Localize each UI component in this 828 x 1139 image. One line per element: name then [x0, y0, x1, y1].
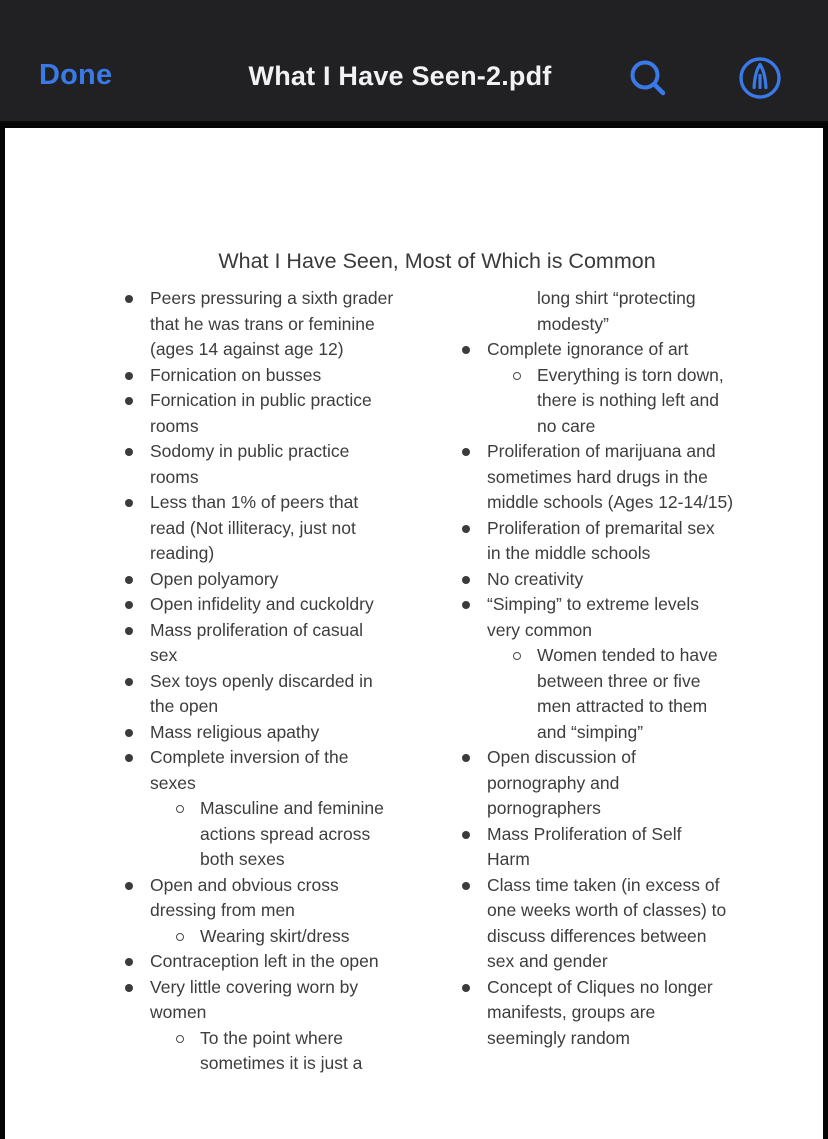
- bullet-icon: [125, 754, 133, 762]
- bullet-icon: [125, 627, 133, 635]
- list-item-line: both sexes: [200, 849, 285, 869]
- bullet-icon: [462, 448, 470, 456]
- list-item-line: Open infidelity and cuckoldry: [150, 594, 374, 614]
- list-item-line: read (Not illiteracy, just not: [150, 517, 356, 538]
- list-item-line: Complete ignorance of art: [487, 339, 689, 359]
- bullet-icon: [125, 576, 133, 584]
- list-item: [171, 1026, 421, 1077]
- bullet-icon: [125, 601, 133, 609]
- sub-bullet-icon: [176, 933, 184, 941]
- list-item-line: Complete inversion of the: [150, 747, 349, 767]
- list-item-line: Mass religious apathy: [150, 721, 320, 742]
- list-item-line: pornographers: [487, 798, 601, 818]
- list-item-line: Mass Proliferation of Self: [487, 823, 682, 844]
- list-item-line: Proliferation of premarital sex: [487, 517, 715, 538]
- list-item: [121, 873, 421, 924]
- list-item-line: Peers pressuring a sixth grader: [150, 288, 394, 308]
- list-item: [508, 643, 758, 745]
- list-item: [458, 337, 758, 363]
- bullet-icon: [462, 346, 470, 354]
- list-item-line: one weeks worth of classes) to: [487, 900, 727, 920]
- list-item-line: modesty”: [537, 313, 609, 334]
- bullet-icon: [462, 601, 470, 609]
- list-item: [458, 592, 758, 643]
- list-item-line: Sodomy in public practice: [150, 441, 350, 461]
- list-item-line: Everything is torn down,: [537, 364, 724, 385]
- list-item-line: Sex toys openly discarded in: [150, 670, 373, 691]
- list-item-line: Open discussion of: [487, 747, 636, 767]
- list-item-line: discuss differences between: [487, 925, 707, 946]
- list-item: [121, 490, 421, 567]
- markup-icon[interactable]: [738, 56, 782, 100]
- bullet-icon: [125, 397, 133, 405]
- bullet-icon: [125, 372, 133, 380]
- bullet-icon: [125, 295, 133, 303]
- sub-bullet-icon: [513, 372, 521, 380]
- list-item-line: pornography and: [487, 772, 620, 793]
- bullet-icon: [125, 499, 133, 507]
- list-item-line: sometimes it is just a: [200, 1053, 363, 1073]
- list-item: [121, 439, 421, 490]
- bullet-icon: [125, 729, 133, 737]
- list-item-line: Open and obvious cross: [150, 874, 339, 895]
- list-item: [171, 796, 421, 873]
- list-item-line: Fornication in public practice: [150, 390, 372, 410]
- list-item: [508, 363, 758, 440]
- bullet-icon: [125, 984, 133, 992]
- list-item-line: in the middle schools: [487, 543, 651, 563]
- list-item-line: men attracted to them: [537, 696, 708, 716]
- list-item-line: Masculine and feminine: [200, 798, 384, 818]
- list-item: [121, 567, 421, 593]
- list-item: [121, 975, 421, 1026]
- list-item: [458, 873, 758, 975]
- list-item: [121, 669, 421, 720]
- pdf-viewer-toolbar: [0, 0, 828, 123]
- bullet-icon: [462, 882, 470, 890]
- list-item-line: Class time taken (in excess of: [487, 874, 720, 895]
- list-item-line: dressing from men: [150, 900, 295, 920]
- pdf-viewer-background: [0, 123, 828, 1139]
- document-column-left: [121, 286, 421, 1077]
- list-item-line: Concept of Cliques no longer: [487, 976, 713, 997]
- bullet-icon: [125, 448, 133, 456]
- list-item-line: long shirt “protecting: [537, 288, 696, 308]
- list-item: [121, 949, 421, 975]
- bullet-icon: [462, 831, 470, 839]
- sub-bullet-icon: [176, 1035, 184, 1043]
- list-item-line: sometimes hard drugs in the: [487, 466, 708, 487]
- list-item-line: no care: [537, 415, 596, 436]
- list-item-line: Women tended to have: [537, 645, 718, 665]
- list-item-line: Proliferation of marijuana and: [487, 441, 716, 461]
- list-item-line: rooms: [150, 415, 199, 436]
- bullet-icon: [125, 882, 133, 890]
- bullet-icon: [462, 576, 470, 584]
- list-item-line: Fornication on busses: [150, 364, 322, 385]
- list-item: [458, 745, 758, 822]
- list-item: [121, 286, 421, 363]
- list-item-line: reading): [150, 543, 215, 563]
- list-item: [121, 618, 421, 669]
- bullet-icon: [125, 958, 133, 966]
- bullet-icon: [462, 984, 470, 992]
- sub-bullet-icon: [176, 805, 184, 813]
- list-item-line: Wearing skirt/dress: [200, 925, 350, 946]
- bullet-icon: [462, 525, 470, 533]
- list-item: [458, 567, 758, 593]
- list-item: [121, 592, 421, 618]
- sub-bullet-icon: [513, 652, 521, 660]
- list-item-line: Open polyamory: [150, 568, 279, 589]
- list-item-line: women: [150, 1002, 207, 1022]
- list-item-line: the open: [150, 696, 219, 716]
- list-item: [508, 286, 758, 337]
- list-item-line: seemingly random: [487, 1027, 630, 1048]
- list-item-line: rooms: [150, 466, 199, 487]
- bullet-icon: [125, 678, 133, 686]
- file-title: What I Have Seen-2.pdf: [248, 61, 552, 91]
- list-item-line: No creativity: [487, 568, 584, 589]
- list-item-line: that he was trans or feminine: [150, 313, 375, 334]
- list-item-line: “Simping” to extreme levels: [487, 594, 700, 614]
- list-item: [121, 363, 421, 389]
- list-item: [458, 516, 758, 567]
- list-item-line: To the point where: [200, 1027, 344, 1048]
- list-item-line: Less than 1% of peers that: [150, 492, 359, 512]
- list-item-line: manifests, groups are: [487, 1002, 656, 1022]
- list-item: [121, 745, 421, 796]
- list-item: [121, 388, 421, 439]
- document-column-right: [458, 286, 758, 1051]
- list-item: [121, 720, 421, 746]
- list-item-line: Contraception left in the open: [150, 951, 379, 971]
- pdf-page[interactable]: [5, 128, 823, 1139]
- list-item-line: there is nothing left and: [537, 390, 719, 410]
- document-title: What I Have Seen, Most of Which is Common: [218, 249, 656, 273]
- list-item-line: Very little covering worn by: [150, 976, 359, 997]
- search-icon[interactable]: [626, 56, 670, 100]
- list-item: [171, 924, 421, 950]
- list-item-line: between three or five: [537, 670, 701, 691]
- list-item-line: middle schools (Ages 12-14/15): [487, 492, 734, 512]
- list-item-line: Mass proliferation of casual: [150, 619, 364, 640]
- list-item-line: sexes: [150, 772, 196, 793]
- bullet-icon: [462, 754, 470, 762]
- list-item-line: actions spread across: [200, 823, 371, 844]
- list-item-line: sex and gender: [487, 951, 608, 971]
- list-item: [458, 822, 758, 873]
- list-item-line: and “simping”: [537, 721, 644, 742]
- done-button[interactable]: Done: [39, 59, 113, 91]
- list-item-line: (ages 14 against age 12): [150, 339, 344, 359]
- list-item-line: Harm: [487, 849, 530, 869]
- list-item: [458, 439, 758, 516]
- list-item-line: sex: [150, 645, 178, 665]
- list-item-line: very common: [487, 619, 593, 640]
- list-item: [458, 975, 758, 1052]
